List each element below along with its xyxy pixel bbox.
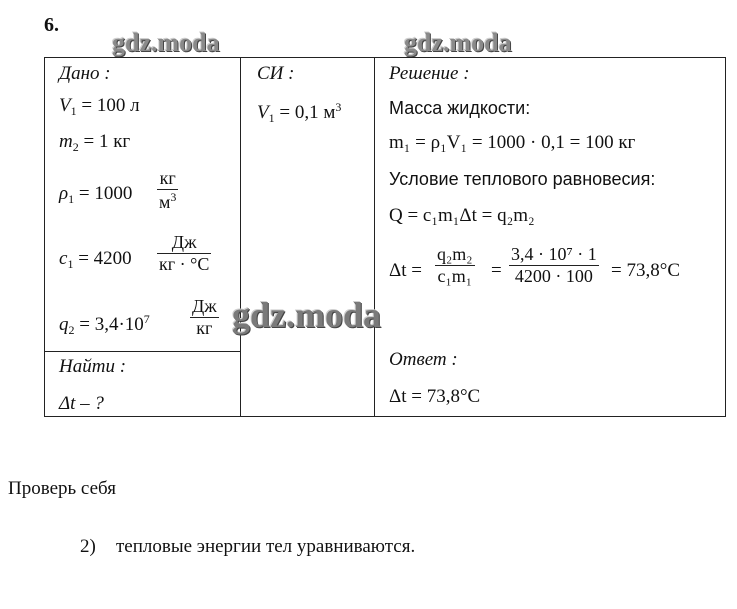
answer-header: Ответ : — [389, 349, 458, 370]
check-answer-item — [80, 536, 415, 558]
equals-sign: = — [491, 260, 502, 281]
given-v1: $V_1 = 100$ л — [59, 95, 140, 118]
q2-unit: Дж кг — [192, 296, 217, 338]
given-header: Дано : — [59, 63, 111, 84]
mass-label: Масса жидкости: — [389, 98, 531, 118]
column-divider — [240, 58, 241, 416]
mass-equation: m₁ = ρ₁V₁ = 1000 · 0,1 = 100 кг — [389, 132, 636, 153]
dt-prefix: Δt = — [389, 260, 422, 281]
si-v1: $V_1 = 0,1$ $м^3$ — [257, 100, 342, 125]
watermark: gdz.moda — [404, 28, 512, 57]
si-header: СИ : — [257, 63, 295, 84]
watermark: gdz.moda — [232, 295, 382, 335]
item-number: 2) — [80, 536, 96, 557]
given-q2: $q_2 = 3,4\cdot 10^7$ — [59, 312, 150, 337]
find-header: Найти : — [59, 356, 127, 377]
c1-unit: Дж кг · °С — [159, 232, 210, 274]
answer-value: Δt = 73,8°С — [389, 386, 481, 407]
item-text: тепловые энергии тел уравниваются. — [116, 536, 416, 557]
find-value: Δt – ? — [59, 393, 104, 414]
given-m2: $m_2 = 1$ кг — [59, 131, 131, 154]
dt-result: = 73,8°С — [611, 260, 680, 281]
dt-symbolic-fraction: $\frac{\text{q₂m₂}}{\text{c₁m₁}}$ — [437, 244, 473, 286]
rho1-unit: кг $м^3$ — [159, 168, 177, 212]
balance-equation: Q = c₁m₁Δt = q₂m₂ — [389, 205, 535, 226]
check-yourself-title: Проверь себя — [8, 478, 116, 499]
solution-table — [44, 57, 726, 417]
row-divider — [45, 351, 240, 352]
given-c1: $c_1 = 4200$ — [59, 248, 132, 271]
given-rho1: $\rho_1 = 1000$ — [59, 183, 133, 206]
solution-header: Решение : — [389, 63, 470, 84]
balance-label: Условие теплового равновесия: — [389, 169, 656, 189]
dt-numeric-fraction: $\frac{\text{3,4 · 10⁷ · 1}}{4200 \cdot 100}$ — [511, 244, 597, 286]
problem-number: 6. — [44, 14, 59, 36]
watermark: gdz.moda — [112, 28, 220, 57]
column-divider — [374, 58, 375, 416]
